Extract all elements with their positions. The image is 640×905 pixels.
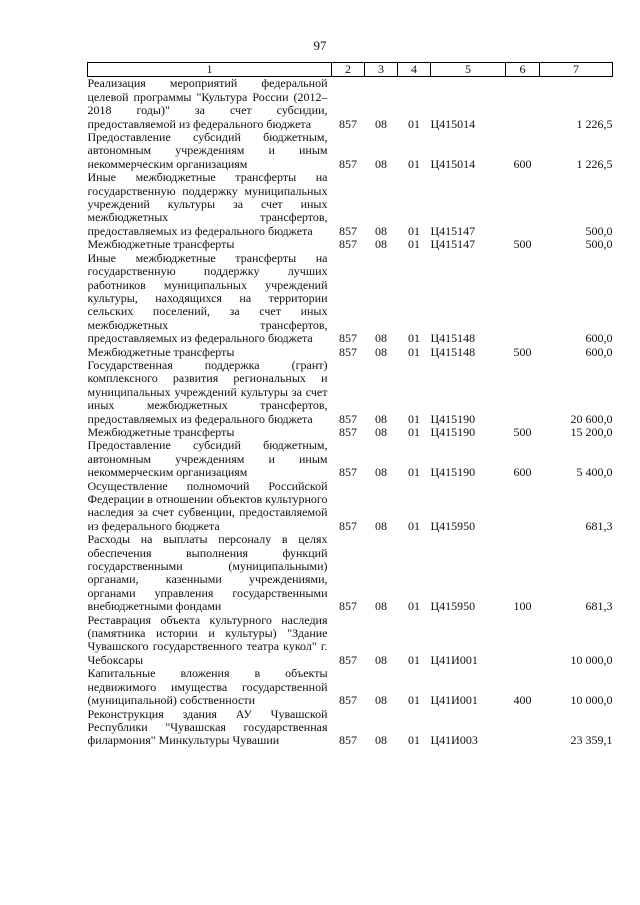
subsection-code: 01 — [408, 599, 420, 614]
amount: 500,0 — [585, 223, 613, 238]
expense-type-code — [506, 359, 540, 426]
ministry-code: 857 — [339, 156, 357, 171]
amount: 23 359,1 — [570, 733, 613, 748]
subsection-code: 01 — [408, 223, 420, 238]
expense-type-code — [506, 252, 540, 346]
target-article-code: Ц415950 — [430, 599, 476, 614]
ministry-code: 857 — [339, 465, 357, 480]
expense-type-code — [506, 708, 540, 748]
ministry-code: 857 — [339, 411, 357, 426]
amount: 1 226,5 — [576, 116, 613, 131]
table-row — [88, 252, 613, 346]
header-col-2: 2 — [332, 63, 365, 77]
amount: 681,3 — [585, 599, 613, 614]
table-row — [88, 77, 613, 131]
expense-type-code — [506, 480, 540, 534]
expense-name: Иные межбюджетные трансферты на государственную поддержку лучших работников муниципальных учреждений культуры, находящихся на территории сельских поселений, за счет иных межбюджетных трансфертов, предоставляемых из федерального бюджета — [87, 250, 328, 346]
header-col-1: 1 — [88, 63, 332, 77]
subsection-code: 01 — [408, 424, 420, 439]
target-article-code: Ц415190 — [430, 465, 476, 480]
section-code: 08 — [375, 156, 387, 171]
amount: 681,3 — [585, 518, 613, 533]
amount: 1 226,5 — [576, 156, 613, 171]
header-col-3: 3 — [365, 63, 398, 77]
section-code: 08 — [375, 237, 387, 252]
expense-name: Межбюджетные трансферты — [87, 237, 235, 252]
table-row — [88, 614, 613, 668]
expense-name: Межбюджетные трансферты — [87, 424, 235, 439]
expense-type-code: 500 — [513, 237, 532, 252]
target-article-code: Ц415190 — [430, 411, 476, 426]
table-row — [88, 238, 613, 251]
target-article-code: Ц41И003 — [430, 733, 478, 748]
subsection-code: 01 — [408, 465, 420, 480]
section-code: 08 — [375, 223, 387, 238]
section-code: 08 — [375, 693, 387, 708]
expense-name: Иные межбюджетные трансферты на государственную поддержку муниципальных учреждений культуры за счет иных межбюджетных трансфертов, предоставляемых из федерального бюджета — [87, 170, 328, 238]
table-row — [88, 533, 613, 613]
target-article-code: Ц41И001 — [430, 652, 478, 667]
table-row — [88, 439, 613, 479]
section-code: 08 — [375, 652, 387, 667]
section-code: 08 — [375, 411, 387, 426]
table-body — [88, 77, 613, 748]
subsection-code: 01 — [408, 411, 420, 426]
expense-name: Капитальные вложения в объекты недвижимого имущества государственной (муниципальной) собственности — [87, 666, 328, 708]
amount: 600,0 — [585, 344, 613, 359]
section-code: 08 — [375, 424, 387, 439]
ministry-code: 857 — [339, 652, 357, 667]
table-row — [88, 708, 613, 748]
ministry-code: 857 — [339, 693, 357, 708]
ministry-code: 857 — [339, 116, 357, 131]
ministry-code: 857 — [339, 331, 357, 346]
ministry-code: 857 — [339, 599, 357, 614]
ministry-code: 857 — [339, 344, 357, 359]
expense-name: Государственная поддержка (грант) комплексного развития региональных и муниципальных учреждений культуры за счет иных межбюджетных трансфертов, предоставляемых из федерального бюджета — [87, 357, 328, 426]
target-article-code: Ц415148 — [430, 344, 476, 359]
subsection-code: 01 — [408, 518, 420, 533]
table-row — [88, 667, 613, 707]
amount: 20 600,0 — [570, 411, 613, 426]
expense-type-code: 600 — [513, 156, 532, 171]
subsection-code: 01 — [408, 237, 420, 252]
expense-name: Предоставление субсидий бюджетным, автономным учреждениям и иным некоммерческим организациям — [87, 438, 328, 480]
expense-type-code: 600 — [513, 465, 532, 480]
amount: 5 400,0 — [576, 465, 613, 480]
section-code: 08 — [375, 331, 387, 346]
header-col-4: 4 — [398, 63, 431, 77]
amount: 500,0 — [585, 237, 613, 252]
target-article-code: Ц415190 — [430, 424, 476, 439]
subsection-code: 01 — [408, 156, 420, 171]
expense-name: Реконструкция здания АУ Чувашской Республики "Чувашская государственная филармония" Минкультуры Чувашии — [87, 706, 328, 748]
expense-name: Реализация мероприятий федеральной целевой программы "Культура России (2012–2018 годы)" за счет субсидии, предоставляемой из федерального бюджета — [87, 76, 328, 131]
table-row — [88, 359, 613, 426]
section-code: 08 — [375, 344, 387, 359]
expense-type-code — [506, 77, 540, 131]
header-col-5: 5 — [431, 63, 506, 77]
target-article-code: Ц415014 — [430, 156, 476, 171]
subsection-code: 01 — [408, 344, 420, 359]
table-row — [88, 480, 613, 534]
section-code: 08 — [375, 465, 387, 480]
expense-name: Предоставление субсидий бюджетным, автономным учреждениям и иным некоммерческим организациям — [87, 130, 328, 171]
section-code: 08 — [375, 116, 387, 131]
ministry-code: 857 — [339, 518, 357, 533]
ministry-code: 857 — [339, 237, 357, 252]
section-code: 08 — [375, 733, 387, 748]
expense-type-code — [506, 171, 540, 238]
expense-name: Реставрация объекта культурного наследия (памятника истории и культуры) "Здание Чувашского государственного театра кукол" г. Чебоксары — [87, 612, 328, 667]
expense-type-code: 100 — [513, 599, 532, 614]
subsection-code: 01 — [408, 693, 420, 708]
table-row — [88, 426, 613, 439]
subsection-code: 01 — [408, 733, 420, 748]
target-article-code: Ц415147 — [430, 223, 476, 238]
target-article-code: Ц41И001 — [430, 693, 478, 708]
target-article-code: Ц415950 — [430, 518, 476, 533]
expense-name: Межбюджетные трансферты — [87, 344, 235, 359]
budget-table — [87, 62, 613, 748]
subsection-code: 01 — [408, 331, 420, 346]
amount: 10 000,0 — [570, 652, 613, 667]
page-number: 97 — [313, 38, 327, 53]
amount: 600,0 — [585, 331, 613, 346]
expense-name: Осуществление полномочий Российской Федерации в отношении объектов культурного наследия за счет субвенции, предоставляемой из федерального бюджета — [87, 478, 328, 533]
amount: 15 200,0 — [570, 424, 613, 439]
header-row — [88, 63, 613, 77]
table-row — [88, 171, 613, 238]
expense-type-code: 400 — [513, 693, 532, 708]
subsection-code: 01 — [408, 116, 420, 131]
target-article-code: Ц415147 — [430, 237, 476, 252]
expense-type-code: 500 — [513, 344, 532, 359]
header-col-7: 7 — [540, 63, 613, 77]
table-row — [88, 131, 613, 171]
expense-type-code — [506, 614, 540, 668]
target-article-code: Ц415014 — [430, 116, 476, 131]
subsection-code: 01 — [408, 652, 420, 667]
ministry-code: 857 — [339, 223, 357, 238]
ministry-code: 857 — [339, 424, 357, 439]
expense-name: Расходы на выплаты персоналу в целях обеспечения выполнения функций государственными (муниципальными) органами, казенными учреждениями, органами управления государственными внебюджетными фондами — [87, 532, 328, 614]
target-article-code: Ц415148 — [430, 331, 476, 346]
section-code: 08 — [375, 518, 387, 533]
amount: 10 000,0 — [570, 693, 613, 708]
ministry-code: 857 — [339, 733, 357, 748]
table-row — [88, 346, 613, 359]
header-col-6: 6 — [506, 63, 540, 77]
section-code: 08 — [375, 599, 387, 614]
expense-type-code: 500 — [513, 424, 532, 439]
